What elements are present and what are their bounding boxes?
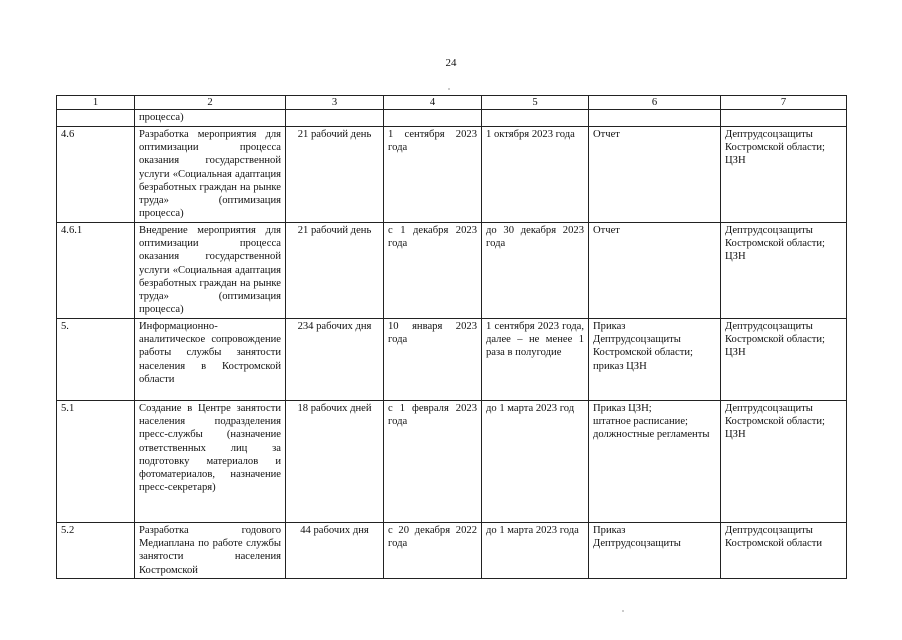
cell-document: Приказ ЦЗН; штатное расписание; должностные регламенты bbox=[589, 401, 721, 523]
cell-activity: Информационно-аналитическое сопровождение работы службы занятости населения в Костромской области bbox=[135, 319, 286, 401]
cell-activity: Разработка мероприятия для оптимизации процесса оказания государственной услуги «Социальная адаптация безработных граждан на рынке труда» (оптимизация процесса) bbox=[135, 127, 286, 223]
cell-end: 1 сентября 2023 года, далее – не менее 1 раза в полугодие bbox=[482, 319, 589, 401]
table-header bbox=[57, 96, 847, 110]
cell-duration: 234 рабочих дня bbox=[286, 319, 384, 401]
cell-duration: 21 рабочий день bbox=[286, 223, 384, 319]
cell-num bbox=[57, 110, 135, 127]
cell-end: до 30 декабря 2023 года bbox=[482, 223, 589, 319]
cell-num: 5. bbox=[57, 319, 135, 401]
header-col-4: 4 bbox=[384, 96, 482, 110]
header-col-6: 6 bbox=[589, 96, 721, 110]
cell-document: Отчет bbox=[589, 127, 721, 223]
table-row bbox=[57, 319, 847, 401]
scan-speck bbox=[622, 610, 624, 612]
cell-duration: 44 рабочих дня bbox=[286, 523, 384, 579]
cell-start: с 1 февраля 2023 года bbox=[384, 401, 482, 523]
cell-start: 1 сентября 2023 года bbox=[384, 127, 482, 223]
table-row bbox=[57, 110, 847, 127]
scan-speck bbox=[448, 88, 450, 90]
cell-responsible: Дептрудсоцзащиты Костромской области; ЦЗН bbox=[721, 319, 847, 401]
header-col-5: 5 bbox=[482, 96, 589, 110]
header-col-1: 1 bbox=[57, 96, 135, 110]
table-row bbox=[57, 401, 847, 523]
header-col-7: 7 bbox=[721, 96, 847, 110]
cell-activity: Создание в Центре занятости населения подразделения пресс-службы (назначение ответственных лиц за подготовку материалов и фотоматериалов, назначение пресс-секретаря) bbox=[135, 401, 286, 523]
cell-end bbox=[482, 110, 589, 127]
cell-start bbox=[384, 110, 482, 127]
cell-end: до 1 марта 2023 года bbox=[482, 523, 589, 579]
cell-document: Отчет bbox=[589, 223, 721, 319]
plan-table bbox=[56, 95, 847, 579]
cell-num: 5.1 bbox=[57, 401, 135, 523]
cell-end: до 1 марта 2023 год bbox=[482, 401, 589, 523]
table-row bbox=[57, 127, 847, 223]
cell-num: 4.6 bbox=[57, 127, 135, 223]
cell-start: 10 января 2023 года bbox=[384, 319, 482, 401]
cell-activity: процесса) bbox=[135, 110, 286, 127]
cell-activity: Разработка годового Медиаплана по работе службы занятости населения Костромской bbox=[135, 523, 286, 579]
cell-responsible: Дептрудсоцзащиты Костромской области bbox=[721, 523, 847, 579]
cell-num: 4.6.1 bbox=[57, 223, 135, 319]
table-row bbox=[57, 523, 847, 579]
cell-responsible bbox=[721, 110, 847, 127]
header-col-3: 3 bbox=[286, 96, 384, 110]
table-row bbox=[57, 223, 847, 319]
cell-start: с 1 декабря 2023 года bbox=[384, 223, 482, 319]
cell-duration: 21 рабочий день bbox=[286, 127, 384, 223]
header-row bbox=[57, 96, 847, 110]
cell-start: с 20 декабря 2022 года bbox=[384, 523, 482, 579]
cell-end: 1 октября 2023 года bbox=[482, 127, 589, 223]
page-number: 24 bbox=[445, 57, 457, 69]
header-col-2: 2 bbox=[135, 96, 286, 110]
cell-document: Приказ Дептрудсоцзащиты bbox=[589, 523, 721, 579]
cell-responsible: Дептрудсоцзащиты Костромской области; ЦЗН bbox=[721, 401, 847, 523]
cell-document: Приказ Дептрудсоцзащиты Костромской области; приказ ЦЗН bbox=[589, 319, 721, 401]
cell-duration bbox=[286, 110, 384, 127]
cell-activity: Внедрение мероприятия для оптимизации процесса оказания государственной услуги «Социальная адаптация безработных граждан на рынке труда» (оптимизация процесса) bbox=[135, 223, 286, 319]
cell-responsible: Дептрудсоцзащиты Костромской области; ЦЗН bbox=[721, 127, 847, 223]
cell-responsible: Дептрудсоцзащиты Костромской области; ЦЗН bbox=[721, 223, 847, 319]
table-body bbox=[57, 110, 847, 579]
cell-document bbox=[589, 110, 721, 127]
cell-duration: 18 рабочих дней bbox=[286, 401, 384, 523]
cell-num: 5.2 bbox=[57, 523, 135, 579]
